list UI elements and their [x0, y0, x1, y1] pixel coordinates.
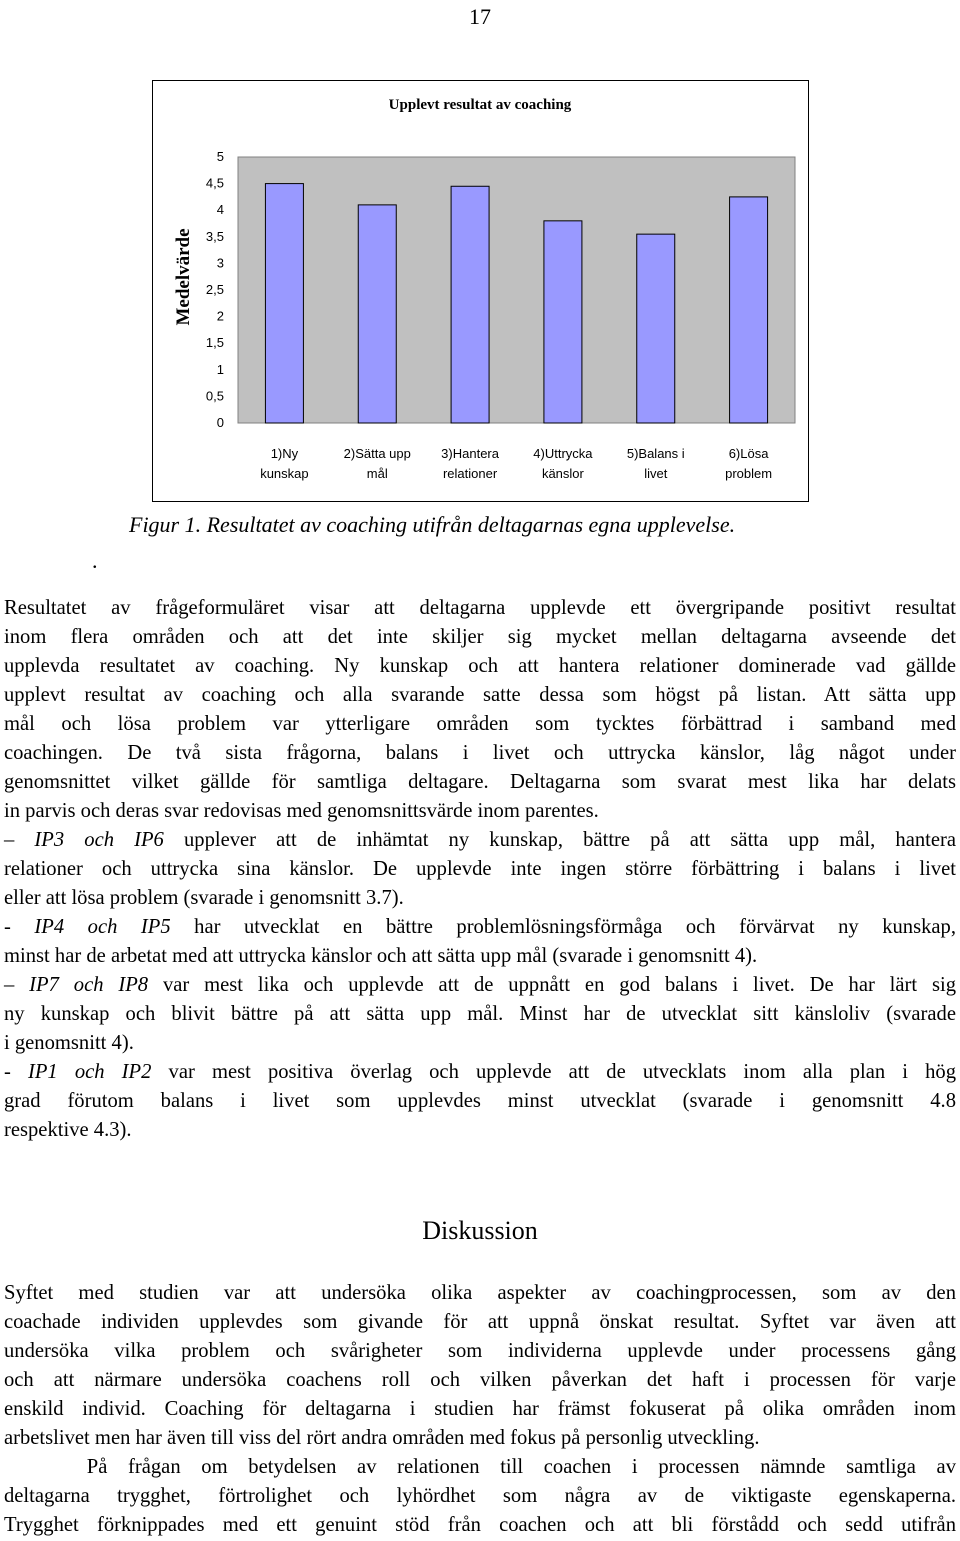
text-line [4, 594, 956, 623]
x-tick-label: 6)Lösa [728, 446, 769, 461]
text-line [4, 797, 956, 826]
text-run: enskild individ. Coaching för deltagarna i studien har främst fokuserat på olika områden inom [4, 1398, 956, 1420]
text-run: – [4, 829, 35, 851]
x-tick-label: 5)Balans i [626, 446, 685, 461]
text-line [4, 1087, 956, 1116]
text-line [4, 1482, 956, 1511]
text-line [4, 710, 956, 739]
chart-title: Upplevt resultat av coaching [388, 97, 572, 113]
page-number: 17 [469, 4, 491, 29]
text-line [4, 913, 956, 942]
y-axis-label: Medelvärde [173, 228, 194, 326]
text-line [4, 1279, 956, 1308]
text-run: upplevda resultatet av coaching. Ny kunskap och att hantera relationer dominerade vad gällde [4, 655, 956, 677]
text-run: inom flera områden och att det inte skiljer sig mycket mellan deltagarna avseende det [4, 626, 956, 648]
x-tick-label: 1)Ny [270, 446, 299, 461]
text-line [4, 942, 956, 971]
text-run: var mest lika och upplevde att de uppnått en god balans i livet. De har lärt sig [148, 974, 957, 996]
x-tick-label: 4)Uttrycka [533, 446, 593, 461]
text-line [4, 1395, 956, 1424]
results-paragraph [4, 594, 956, 1145]
text-line [4, 1116, 956, 1145]
text-run: var mest positiva överlag och upplevde att de utvecklats inom alla plan i hög [151, 1061, 957, 1083]
interviewee-pair: IP3 och IP6 [34, 829, 164, 851]
stray-mark: . [92, 548, 98, 573]
bar [544, 221, 582, 423]
text-run: - [4, 1061, 28, 1083]
y-tick-label: 2,5 [205, 282, 224, 297]
text-line [4, 681, 956, 710]
text-run: har utvecklat en bättre problemlösningsförmåga och förvärvat ny kunskap, [170, 916, 956, 938]
text-run: grad förutom balans i livet som upplevdes minst utvecklat (svarade i genomsnitt 4.8 [4, 1090, 956, 1112]
chart-canvas [153, 81, 808, 501]
x-tick-label: livet [644, 466, 668, 481]
section-heading: Diskussion [422, 1216, 538, 1245]
text-run: upplevt resultat av coaching och alla svarande satte dessa som högst på listan. Att sätta upp [4, 684, 956, 706]
y-tick-label: 0,5 [205, 388, 224, 404]
bar [265, 184, 303, 423]
text-run: minst har de arbetat med att uttrycka känslor och att sätta upp mål (svarade i genomsnitt 4). [4, 945, 758, 967]
text-run: – [4, 974, 30, 996]
text-run: coachade individen upplevdes som givande för att uppnå önskat resultat. Syftet var även att [4, 1311, 956, 1333]
bar-chart [152, 80, 809, 502]
text-run: upplever att de inhämtat ny kunskap, bättre på att sätta upp mål, hantera [163, 829, 957, 851]
x-tick-label: kunskap [260, 466, 309, 481]
text-run: Trygghet förknippades med ett genuint stöd från coachen och att bli förstådd och sedd utifrån [4, 1514, 956, 1536]
y-tick-label: 1 [216, 361, 224, 377]
x-tick-label: problem [725, 466, 773, 481]
text-line [4, 652, 956, 681]
text-run: - [4, 916, 35, 938]
figure-caption: Figur 1. Resultatet av coaching utifrån deltagarnas egna upplevelse. [129, 512, 736, 537]
text-run: genomsnittet vilket gällde för samtliga deltagare. Deltagarna som svarat mest lika har delats [4, 771, 956, 793]
x-tick-label: 3)Hantera [441, 446, 499, 461]
x-tick-label: relationer [442, 466, 498, 481]
y-tick-label: 0 [216, 415, 224, 430]
text-run: mål och lösa problem var ytterligare områden som tycktes förbättrad i samband med [4, 713, 956, 735]
x-tick-label: känslor [541, 466, 584, 481]
y-tick-label: 4 [216, 202, 224, 218]
y-tick-label: 3,5 [205, 228, 224, 244]
text-line [4, 1058, 956, 1087]
text-line [4, 971, 956, 1000]
y-tick-label: 2 [216, 308, 224, 324]
text-line [4, 1424, 956, 1453]
discussion-paragraph [4, 1279, 956, 1540]
text-line [4, 884, 956, 913]
bar [637, 234, 675, 423]
x-tick-label: mål [366, 466, 388, 481]
text-line [4, 855, 956, 884]
text-line [4, 1000, 956, 1029]
y-tick-label: 5 [216, 149, 224, 164]
text-line [4, 1511, 956, 1540]
y-tick-label: 1,5 [205, 335, 224, 351]
text-line [4, 1029, 956, 1058]
text-run: Syftet med studien var att undersöka olika aspekter av coachingprocessen, som av den [4, 1282, 956, 1304]
interviewee-pair: IP1 och IP2 [27, 1061, 152, 1083]
text-line [4, 826, 956, 855]
text-line [4, 1308, 956, 1337]
x-tick-label: 2)Sätta upp [343, 446, 411, 461]
text-run: relationer och uttrycka sina känslor. De upplevde inte ingen större förbättring i balans i livet [4, 858, 956, 880]
text-run: Resultatet av frågeformuläret visar att deltagarna upplevde ett övergripande positivt resultat [4, 597, 956, 619]
text-line [4, 739, 956, 768]
plot-area [238, 157, 795, 423]
text-run: respektive 4.3). [4, 1119, 132, 1141]
text-run: eller att lösa problem (svarade i genomsnitt 3.7). [4, 887, 404, 909]
y-tick-label: 4,5 [205, 175, 224, 191]
text-line [4, 623, 956, 652]
text-run: coachingen. De två sista frågorna, balans i livet och uttrycka känslor, låg något under [4, 742, 956, 764]
text-run: undersöka vilka problem och svårigheter som individerna upplevde under processens gång [4, 1340, 956, 1362]
text-run: och att närmare undersöka coachens roll och vilken påverkan det haft i processen för varje [4, 1369, 956, 1391]
y-tick-label: 3 [216, 255, 224, 271]
text-run: ny kunskap och blivit bättre på att sätta upp mål. Minst har de utvecklat sitt känsloliv (svarade [4, 1003, 956, 1025]
text-line [4, 1366, 956, 1395]
text-line [4, 1337, 956, 1366]
text-run: deltagarna trygghet, förtrolighet och lyhördhet som några av de viktigaste egenskaperna. [4, 1485, 956, 1507]
bar [730, 197, 768, 423]
bar [358, 205, 396, 423]
text-line [4, 1453, 956, 1482]
text-line [4, 768, 956, 797]
text-run: arbetslivet men har även till viss del rört andra områden med fokus på personlig utveckling. [4, 1427, 760, 1449]
text-run: in parvis och deras svar redovisas med genomsnittsvärde inom parentes. [4, 800, 599, 822]
interviewee-pair: IP7 och IP8 [29, 974, 149, 996]
bar [451, 186, 489, 423]
interviewee-pair: IP4 och IP5 [34, 916, 171, 938]
text-run: På frågan om betydelsen av relationen till coachen i processen nämnde samtliga av [4, 1456, 956, 1478]
text-run: i genomsnitt 4). [4, 1032, 134, 1054]
